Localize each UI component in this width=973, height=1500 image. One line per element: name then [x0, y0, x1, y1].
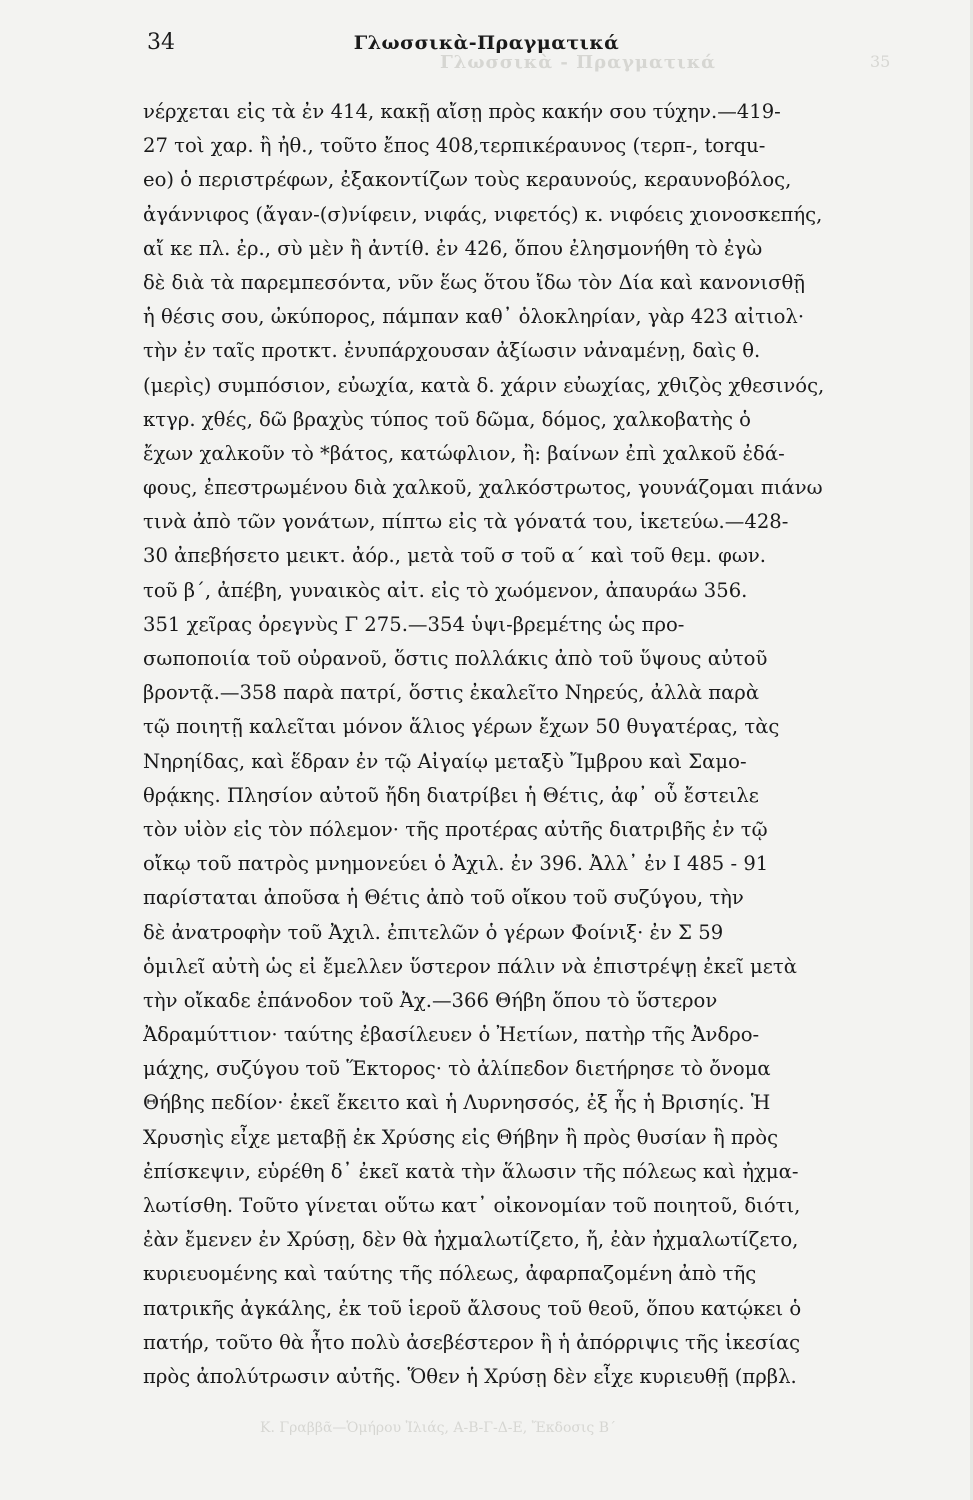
text-line: 27 τοὶ χαρ. ἢ ἠθ., τοῦτο ἔπος 408,τερπικέραυνος (τερπ-, torqu-	[143, 134, 766, 158]
bleed-through-text: 35	[870, 52, 891, 71]
commentary-text	[143, 95, 961, 1394]
text-line: σωποποιία τοῦ οὐρανοῦ, ὅστις πολλάκις ἀπὸ τοῦ ὕψους αὐτοῦ	[143, 647, 768, 670]
page-number: 34	[147, 30, 175, 55]
text-line: ὁμιλεῖ αὐτὴ ὡς εἰ ἔμελλεν ὕστερον πάλιν νὰ ἐπιστρέψῃ ἐκεῖ μετὰ	[143, 954, 797, 978]
text-line: Χρυσηὶς εἶχε μεταβῇ ἐκ Χρύσης εἰς Θήβην ἢ πρὸς θυσίαν ἢ πρὸς	[143, 1125, 779, 1149]
text-line: eo) ὁ περιστρέφων, ἐξακοντίζων τοὺς κεραυνούς, κεραυνοβόλος,	[143, 168, 792, 192]
text-line: πατρικῆς ἀγκάλης, ἐκ τοῦ ἱεροῦ ἄλσους τοῦ θεοῦ, ὅπου κατῴκει ὁ	[143, 1296, 802, 1320]
text-line: νέρχεται εἰς τὰ ἐν 414, κακῇ αἴσῃ πρὸς κακήν σου τύχην.—419-	[143, 100, 781, 123]
text-line: βροντᾷ.—358 παρὰ πατρί, ὅστις ἐκαλεῖτο Νηρεύς, ἀλλὰ παρὰ	[143, 681, 760, 705]
text-line: αἴ κε πλ. ἐρ., σὺ μὲν ἢ ἀντίθ. ἐν 426, ὅπου ἐλησμονήθη τὸ ἐγὼ	[143, 236, 763, 260]
text-line: οἴκῳ τοῦ πατρὸς μνημονεύει ὁ Ἀχιλ. ἐν 396. Ἀλλ᾽ ἐν Ι 485 - 91	[143, 852, 769, 876]
text-line: Θήβης πεδίον· ἐκεῖ ἔκειτο καὶ ἡ Λυρνησσός, ἐξ ἧς ἡ Βρισηίς. Ἡ	[143, 1091, 771, 1115]
page-header	[0, 30, 973, 70]
text-line: θρᾴκης. Πλησίον αὐτοῦ ἤδη διατρίβει ἡ Θέτις, ἀφ᾽ οὗ ἔστειλε	[143, 783, 759, 807]
text-line: τὴν ἐν ταῖς προτκτ. ἐνυπάρχουσαν ἀξίωσιν νἀναμένῃ, δαὶς θ.	[143, 339, 761, 363]
text-line: (μερὶς) συμπόσιον, εὐωχία, κατὰ δ. χάριν εὐωχίας, χθιζὸς χθεσινός,	[143, 373, 825, 397]
text-line: δὲ ἀνατροφὴν τοῦ Ἀχιλ. ἐπιτελῶν ὁ γέρων Φοίνιξ· ἐν Σ 59	[143, 920, 724, 944]
text-line: κτγρ. χθές, δῶ βραχὺς τύπος τοῦ δῶμα, δόμος, χαλκοβατὴς ὁ	[143, 407, 751, 431]
text-line: τὴν οἴκαδε ἐπάνοδον τοῦ Ἀχ.—366 Θήβη ὅπου τὸ ὕστερον	[143, 988, 718, 1012]
bleed-through-text: Γλωσσικὰ - Πραγματικά	[440, 52, 717, 73]
text-line: 351 χεῖρας ὀρεγνὺς Γ 275.—354 ὑψι-βρεμέτης ὡς προ-	[143, 612, 685, 636]
text-line: ἡ θέσις σου, ὠκύπορος, πάμπαν καθ᾽ ὁλοκληρίαν, γὰρ 423 αἰτιολ·	[143, 305, 805, 329]
text-line: παρίσταται ἀποῦσα ἡ Θέτις ἀπὸ τοῦ οἴκου τοῦ συζύγου, τὴν	[143, 886, 744, 910]
text-line: 30 ἀπεβήσετο μεικτ. ἀόρ., μετὰ τοῦ σ τοῦ α΄ καὶ τοῦ θεμ. φων.	[143, 544, 766, 568]
running-head: Γλωσσικὰ-Πραγματικά	[353, 32, 620, 54]
text-line: ἐπίσκεψιν, εὑρέθη δ᾽ ἐκεῖ κατὰ τὴν ἅλωσιν τῆς πόλεως καὶ ἠχμα-	[143, 1159, 799, 1183]
text-line: Νηρηίδας, καὶ ἕδραν ἐν τῷ Αἰγαίῳ μεταξὺ Ἴμβρου καὶ Σαμο-	[143, 749, 747, 773]
bleed-through-text: Κ. Γραββᾶ—Ὁμήρου Ἰλιάς, Α-Β-Γ-Δ-Ε, Ἔκδοσις Β΄	[260, 1420, 617, 1436]
text-line: ἐὰν ἔμενεν ἐν Χρύσῃ, δὲν θὰ ἠχμαλωτίζετο, ἤ, ἐὰν ἠχμαλωτίζετο,	[143, 1228, 799, 1252]
text-line: τινὰ ἀπὸ τῶν γονάτων, πίπτω εἰς τὰ γόνατά του, ἱκετεύω.—428-	[143, 510, 789, 534]
text-line: τοῦ β΄, ἀπέβη, γυναικὸς αἰτ. εἰς τὸ χωόμενον, ἀπαυράω 356.	[143, 578, 748, 602]
text-line: κυριευομένης καὶ ταύτης τῆς πόλεως, ἀφαρπαζομένη ἀπὸ τῆς	[143, 1262, 757, 1286]
text-line: πατήρ, τοῦτο θὰ ἦτο πολὺ ἀσεβέστερον ἢ ἡ ἀπόρριψις τῆς ἱκεσίας	[143, 1330, 801, 1354]
text-line: φους, ἐπεστρωμένου διὰ χαλκοῦ, χαλκόστρωτος, γουνάζομαι πιάνω	[143, 476, 823, 500]
text-line: ἀγάννιφος (ἄγαν-(σ)νίφειν, νιφάς, νιφετός) κ. νιφόεις χιονοσκεπής,	[143, 202, 823, 226]
text-line: ἔχων χαλκοῦν τὸ *βάτος, κατώφλιον, ἢ: βαίνων ἐπὶ χαλκοῦ ἐδά-	[143, 441, 785, 465]
text-line: δὲ διὰ τὰ παρεμπεσόντα, νῦν ἕως ὅτου ἴδω τὸν Δία καὶ κανονισθῇ	[143, 270, 805, 294]
text-line: Ἀδραμύττιον· ταύτης ἐβασίλευεν ὁ Ἠετίων, πατὴρ τῆς Ἀνδρο-	[143, 1023, 760, 1047]
text-line: τὸν υἱὸν εἰς τὸν πόλεμον· τῆς προτέρας αὐτῆς διατριβῆς ἐν τῷ	[143, 817, 768, 841]
text-line: πρὸς ἀπολύτρωσιν αὐτῆς. Ὅθεν ἡ Χρύσῃ δὲν εἶχε κυριευθῇ (πρβλ.	[143, 1364, 797, 1388]
text-line: λωτίσθη. Τοῦτο γίνεται οὕτω κατ᾽ οἰκονομίαν τοῦ ποιητοῦ, διότι,	[143, 1194, 801, 1217]
text-line: μάχης, συζύγου τοῦ Ἕκτορος· τὸ ἀλίπεδον διετήρησε τὸ ὄνομα	[143, 1057, 771, 1081]
text-line: τῷ ποιητῇ καλεῖται μόνον ἅλιος γέρων ἔχων 50 θυγατέρας, τὰς	[143, 715, 780, 739]
